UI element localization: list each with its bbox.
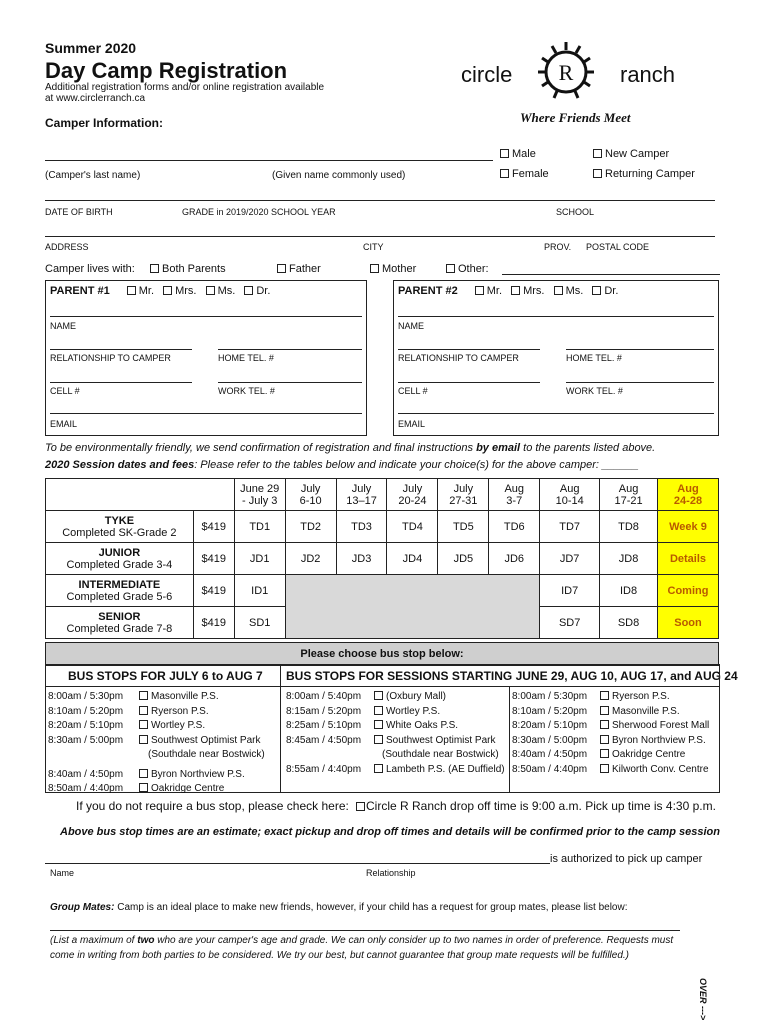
p1-email-label: EMAIL bbox=[50, 419, 78, 429]
p1-name-label: NAME bbox=[50, 321, 77, 331]
group-mates-line[interactable] bbox=[50, 930, 680, 931]
p2-ms-checkbox[interactable]: Ms. bbox=[554, 285, 584, 297]
session-code[interactable]: JD3 bbox=[336, 543, 387, 575]
p1-cell-label: CELL # bbox=[50, 386, 80, 396]
name-label: Name bbox=[50, 868, 75, 878]
logo bbox=[458, 38, 718, 128]
date-2: July 6-10 bbox=[285, 479, 336, 511]
estimate-note: Above bus stop times are an estimate; exact pickup and drop off times and details will be confirmed prior to the camp session bbox=[60, 826, 720, 838]
last-name-label: (Camper's last name) bbox=[45, 170, 141, 181]
mid-bus-list bbox=[286, 690, 505, 777]
p2-home-tel-line[interactable] bbox=[566, 349, 714, 350]
p2-home-tel-label: HOME TEL. # bbox=[566, 353, 622, 363]
parent2-title-row: PARENT #2 Mr. Mrs. Ms. Dr. bbox=[398, 285, 619, 297]
bus-stop-row[interactable]: 8:50am / 4:40pm Oakridge Centre bbox=[48, 783, 225, 794]
page-title: Day Camp Registration bbox=[45, 58, 288, 83]
date-7: Aug 10-14 bbox=[540, 479, 600, 511]
svg-text:R: R bbox=[558, 60, 574, 85]
p1-cell-line[interactable] bbox=[50, 382, 192, 383]
logo-text-right: ranch bbox=[620, 62, 676, 87]
returning-camper-checkbox[interactable]: Returning Camper bbox=[593, 168, 695, 180]
p1-work-tel-line[interactable] bbox=[218, 382, 362, 383]
camper-name-line[interactable] bbox=[45, 160, 493, 161]
p2-mr-checkbox[interactable]: Mr. bbox=[475, 285, 502, 297]
p2-relationship-label: RELATIONSHIP TO CAMPER bbox=[398, 353, 519, 363]
left-bus-title: BUS STOPS FOR JULY 6 to AUG 7 bbox=[68, 669, 263, 683]
date-3: July 13–17 bbox=[336, 479, 387, 511]
junior-row bbox=[46, 543, 719, 575]
p2-email-label: EMAIL bbox=[398, 419, 426, 429]
session-code[interactable]: TD6 bbox=[489, 511, 540, 543]
coming-note: Coming bbox=[657, 575, 718, 607]
father-checkbox[interactable]: Father bbox=[277, 263, 321, 275]
authorized-line[interactable] bbox=[45, 863, 550, 864]
p2-relationship-line[interactable] bbox=[398, 349, 540, 350]
soon-note: Soon bbox=[657, 607, 718, 639]
bus-stop-row[interactable]: 8:45am / 4:50pm Southwest Optimist Park bbox=[286, 734, 496, 746]
bus-stop-row[interactable]: 8:40am / 4:50pm Oakridge Centre bbox=[512, 749, 686, 760]
p2-work-tel-line[interactable] bbox=[566, 382, 714, 383]
date-1: June 29 - July 3 bbox=[234, 479, 285, 511]
tyke-fee: $419 bbox=[193, 511, 234, 543]
p1-dr-checkbox[interactable]: Dr. bbox=[244, 285, 270, 297]
right-bus-title: BUS STOPS FOR SESSIONS STARTING JUNE 29, AUG 10, AUG 17, and AUG 24 bbox=[286, 669, 738, 683]
session-code[interactable]: TD4 bbox=[387, 511, 438, 543]
grade-label: GRADE in 2019/2020 SCHOOL YEAR bbox=[182, 207, 336, 217]
p2-name-label: NAME bbox=[398, 321, 425, 331]
p1-ms-checkbox[interactable]: Ms. bbox=[206, 285, 236, 297]
p1-relationship-line[interactable] bbox=[50, 349, 192, 350]
intermediate-row bbox=[46, 575, 719, 607]
bus-choose-header: Please choose bus stop below: bbox=[46, 643, 718, 665]
dob-line[interactable] bbox=[45, 200, 715, 201]
session-code[interactable]: TD5 bbox=[438, 511, 489, 543]
mother-checkbox[interactable]: Mother bbox=[370, 263, 416, 275]
p1-home-tel-line[interactable] bbox=[218, 349, 362, 350]
given-name-label: (Given name commonly used) bbox=[272, 170, 406, 181]
intermediate-label: INTERMEDIATE Completed Grade 5-6 bbox=[46, 575, 194, 607]
city-label: CITY bbox=[363, 242, 384, 252]
bus-stop-row[interactable]: 8:30am / 5:00pm Byron Northview P.S. bbox=[512, 734, 706, 746]
bus-stop-row[interactable]: 8:25am / 5:10pm White Oaks P.S. bbox=[286, 720, 459, 731]
session-table bbox=[45, 478, 719, 639]
session-code[interactable]: TD2 bbox=[285, 511, 336, 543]
session-code[interactable]: JD8 bbox=[600, 543, 658, 575]
postal-code-label: POSTAL CODE bbox=[586, 242, 650, 252]
bus-stops-box bbox=[45, 642, 719, 666]
session-code[interactable]: SD7 bbox=[540, 607, 600, 639]
p1-home-tel-label: HOME TEL. # bbox=[218, 353, 274, 363]
bus-stop-row[interactable]: 8:40am / 4:50pm Byron Northview P.S. bbox=[48, 768, 245, 780]
junior-label: JUNIOR Completed Grade 3-4 bbox=[46, 543, 194, 575]
parent1-box bbox=[45, 280, 367, 436]
right-bus-list bbox=[512, 690, 709, 777]
bus-stop-row[interactable]: 8:55am / 4:40pm Lambeth P.S. (AE Duffield) bbox=[286, 763, 505, 775]
new-camper-checkbox[interactable]: New Camper bbox=[593, 148, 669, 160]
p2-cell-label: CELL # bbox=[398, 386, 428, 396]
session-code[interactable]: JD1 bbox=[234, 543, 285, 575]
date-5: July 27-31 bbox=[438, 479, 489, 511]
address-line[interactable] bbox=[45, 236, 715, 237]
lives-with-label: Camper lives with: bbox=[45, 263, 135, 275]
bus-stop-row[interactable]: 8:00am / 5:40pm (Oxbury Mall) bbox=[286, 691, 447, 702]
bus-stop-row[interactable]: 8:20am / 5:10pm Sherwood Forest Mall bbox=[512, 720, 710, 731]
p2-work-tel-label: WORK TEL. # bbox=[566, 386, 623, 396]
p2-email-line[interactable] bbox=[398, 413, 714, 414]
p2-cell-line[interactable] bbox=[398, 382, 540, 383]
bus-stop-row[interactable]: 8:00am / 5:30pm Masonville P.S. bbox=[48, 691, 219, 702]
p1-relationship-label: RELATIONSHIP TO CAMPER bbox=[50, 353, 171, 363]
date-4: July 20-24 bbox=[387, 479, 438, 511]
season-label: Summer 2020 bbox=[45, 40, 137, 56]
session-code[interactable]: ID7 bbox=[540, 575, 600, 607]
session-code[interactable]: JD6 bbox=[489, 543, 540, 575]
session-code[interactable]: ID1 bbox=[234, 575, 285, 607]
p1-email-line[interactable] bbox=[50, 413, 362, 414]
session-code[interactable]: TD3 bbox=[336, 511, 387, 543]
subtitle: Additional registration forms and/or online registration available at www.circlerranch.ca bbox=[45, 82, 325, 104]
p1-work-tel-label: WORK TEL. # bbox=[218, 386, 275, 396]
dob-label: DATE OF BIRTH bbox=[45, 207, 113, 217]
bus-stop-note: (Southdale near Bostwick) bbox=[382, 749, 499, 760]
bus-stop-row[interactable]: 8:20am / 5:10pm Wortley P.S. bbox=[48, 720, 206, 731]
session-code[interactable]: TD1 bbox=[234, 511, 285, 543]
parent2-box bbox=[393, 280, 719, 436]
prov-label: PROV. bbox=[544, 242, 572, 252]
school-label: SCHOOL bbox=[556, 207, 595, 217]
session-code[interactable]: TD8 bbox=[600, 511, 658, 543]
tyke-row bbox=[46, 511, 719, 543]
female-checkbox[interactable]: Female bbox=[500, 168, 549, 180]
date-6: Aug 3-7 bbox=[489, 479, 540, 511]
intermediate-fee: $419 bbox=[193, 575, 234, 607]
logo-text-left: circle bbox=[461, 62, 513, 87]
session-dates-row bbox=[46, 479, 719, 511]
senior-fee: $419 bbox=[193, 607, 234, 639]
session-code[interactable]: JD2 bbox=[285, 543, 336, 575]
p1-mr-checkbox[interactable]: Mr. bbox=[127, 285, 154, 297]
bus-stop-row[interactable]: 8:10am / 5:20pm Masonville P.S. bbox=[512, 705, 680, 717]
bus-stop-row[interactable]: 8:50am / 4:40pm Kilworth Conv. Centre bbox=[512, 763, 709, 775]
male-checkbox[interactable]: Male bbox=[500, 148, 536, 160]
date-8: Aug 17-21 bbox=[600, 479, 658, 511]
both-parents-checkbox[interactable]: Both Parents bbox=[150, 263, 226, 275]
no-bus-checkbox[interactable]: If you do not require a bus stop, please check here: bbox=[76, 799, 368, 813]
details-note: Details bbox=[657, 543, 718, 575]
other-checkbox[interactable]: Other: bbox=[446, 263, 489, 275]
session-code[interactable]: JD5 bbox=[438, 543, 489, 575]
dropoff-note: Circle R Ranch drop off time is 9:00 a.m. Pick up time is 4:30 p.m. bbox=[366, 799, 716, 813]
relationship-label: Relationship bbox=[366, 868, 416, 878]
date-9: Aug 24-28 bbox=[657, 479, 718, 511]
bus-stop-note: (Southdale near Bostwick) bbox=[148, 749, 265, 760]
session-note: 2020 Session dates and fees: Please refer to the tables below and indicate your choice(s) for the above camper: ______ bbox=[45, 459, 639, 471]
junior-fee: $419 bbox=[193, 543, 234, 575]
senior-label: SENIOR Completed Grade 7-8 bbox=[46, 607, 194, 639]
authorized-label: is authorized to pick up camper bbox=[550, 853, 703, 865]
session-code[interactable]: SD8 bbox=[600, 607, 658, 639]
p2-dr-checkbox[interactable]: Dr. bbox=[592, 285, 618, 297]
group-limit-note: (List a maximum of two who are your camper's age and grade. We can only consider up to two names in order of preference. Requests must come in writing from both parties to be considered. We try our best, but cannot guarantee that group mate requests will be fulfilled.) bbox=[50, 935, 674, 961]
ranch-emblem-icon bbox=[534, 38, 598, 102]
p1-mrs-checkbox[interactable]: Mrs. bbox=[163, 285, 196, 297]
unavailable-sessions bbox=[285, 575, 540, 639]
session-code[interactable]: JD4 bbox=[387, 543, 438, 575]
session-code[interactable]: TD7 bbox=[540, 511, 600, 543]
bus-stop-row[interactable]: 8:15am / 5:20pm Wortley P.S. bbox=[286, 705, 441, 717]
tagline: Where Friends Meet bbox=[520, 110, 631, 125]
week9-note: Week 9 bbox=[657, 511, 718, 543]
bus-stop-row[interactable]: 8:30am / 5:00pm Southwest Optimist Park bbox=[48, 734, 261, 746]
session-code[interactable]: JD7 bbox=[540, 543, 600, 575]
over-label: OVER ---> bbox=[698, 978, 708, 1021]
email-note: To be environmentally friendly, we send confirmation of registration and final instructions by email to the parents listed above. bbox=[45, 442, 656, 454]
session-code[interactable]: SD1 bbox=[234, 607, 285, 639]
address-label: ADDRESS bbox=[45, 242, 89, 252]
p2-name-line[interactable] bbox=[398, 316, 714, 317]
left-bus-list bbox=[48, 690, 265, 797]
parent1-title-row: PARENT #1 Mr. Mrs. Ms. Dr. bbox=[50, 285, 271, 297]
bus-stop-row[interactable]: 8:10am / 5:20pm Ryerson P.S. bbox=[48, 705, 209, 717]
camper-section-title: Camper Information: bbox=[45, 116, 164, 130]
p2-mrs-checkbox[interactable]: Mrs. bbox=[511, 285, 544, 297]
other-input-line[interactable] bbox=[502, 274, 720, 275]
p1-name-line[interactable] bbox=[50, 316, 362, 317]
session-code[interactable]: ID8 bbox=[600, 575, 658, 607]
tyke-label: TYKE Completed SK-Grade 2 bbox=[46, 511, 194, 543]
group-mates-text: Group Mates: Camp is an ideal place to make new friends, however, if your child has a request for group mates, please list below: bbox=[50, 902, 628, 913]
bus-stop-row[interactable]: 8:00am / 5:30pm Ryerson P.S. bbox=[512, 691, 670, 702]
